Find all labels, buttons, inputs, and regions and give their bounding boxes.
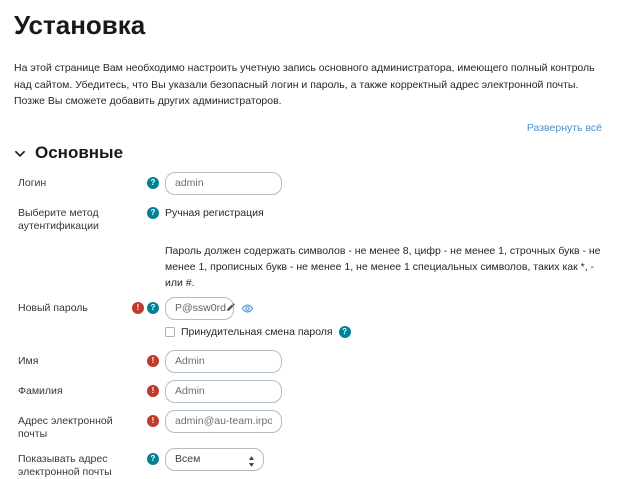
password-hint-row: [14, 242, 602, 291]
required-icon: !: [147, 385, 159, 397]
expand-all-row: [14, 122, 602, 134]
section-title: Основные: [35, 142, 124, 162]
email-visibility-label: Показывать адрес электронной почты: [18, 452, 112, 478]
email-label: Адрес электронной почты: [18, 414, 113, 440]
first-name-label: Имя: [18, 354, 39, 367]
force-password-change-label: Принудительная смена пароля: [181, 325, 333, 338]
pencil-icon: [226, 302, 236, 315]
login-input[interactable]: [165, 172, 282, 195]
new-password-label: Новый пароль: [18, 301, 88, 314]
help-icon[interactable]: ?: [339, 326, 351, 338]
auth-method-label: Выберите метод аутентификации: [18, 206, 99, 232]
force-password-change-checkbox[interactable]: [165, 327, 175, 337]
login-label: Логин: [18, 176, 47, 189]
last-name-label: Фамилия: [18, 384, 63, 397]
section-header-general[interactable]: [14, 143, 602, 163]
required-icon: !: [132, 302, 144, 314]
email-input[interactable]: [165, 410, 282, 433]
password-hint-text: Пароль должен содержать символов - не менее 8, цифр - не менее 1, строчных букв - не менее 1, прописных букв - не менее 1, не менее 1 специальных символов, таких как *, - или #.: [165, 244, 601, 289]
login-row: [14, 172, 602, 195]
auth-method-row: [14, 202, 602, 233]
reveal-password-eye-icon[interactable]: [241, 302, 254, 315]
last-name-input[interactable]: [165, 380, 282, 403]
help-icon[interactable]: ?: [147, 302, 159, 314]
chevron-down-icon: [14, 148, 26, 160]
required-icon: !: [147, 355, 159, 367]
auth-method-value: Ручная регистрация: [165, 206, 264, 219]
last-name-row: [14, 380, 602, 403]
expand-all-link[interactable]: Развернуть всё: [526, 121, 602, 134]
intro-text: На этой странице Вам необходимо настроить учетную запись основного администратора, имеющего полный контроль над сайтом. Убедитесь, что Вы указали безопасный логин и пароль, а также корректный адрес электронной почты. Позже Вы сможете добавить других администраторов.: [14, 62, 595, 107]
force-change-row: [14, 326, 602, 338]
email-visibility-row: [14, 448, 602, 479]
new-password-input[interactable]: [165, 297, 234, 320]
new-password-row: [14, 297, 602, 320]
help-icon[interactable]: ?: [147, 207, 159, 219]
first-name-row: [14, 350, 602, 373]
required-icon: !: [147, 415, 159, 427]
password-value: P@ssw0rd: [175, 302, 226, 314]
help-icon[interactable]: ?: [147, 453, 159, 465]
email-row: [14, 410, 602, 441]
first-name-input[interactable]: [165, 350, 282, 373]
email-visibility-select[interactable]: [165, 448, 264, 471]
page-title: Установка: [14, 10, 146, 40]
help-icon[interactable]: ?: [147, 177, 159, 189]
